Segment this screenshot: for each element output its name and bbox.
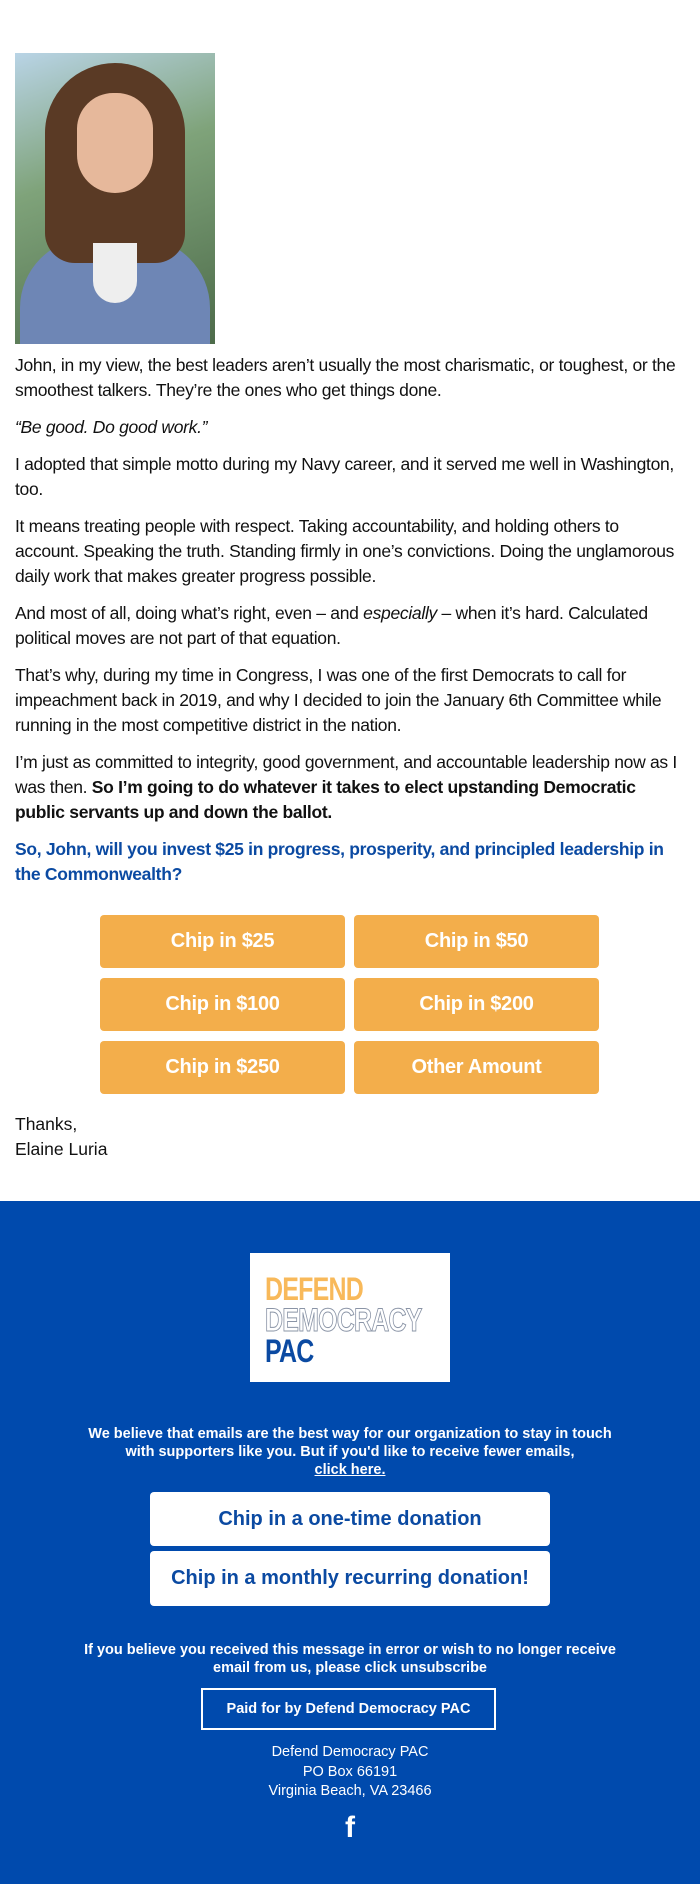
logo-line: PAC [265, 1333, 314, 1369]
address-line: Defend Democracy PAC [271, 1744, 429, 1760]
other-amount-button[interactable]: Other Amount [354, 1041, 599, 1094]
one-time-donation-button[interactable]: Chip in a one-time donation [150, 1492, 550, 1546]
text: We believe that emails are the best way for our organization to stay in touch with supporters like you. But if you'd like to receive fewer emails, [88, 1426, 612, 1460]
paragraph: I adopted that simple motto during my Navy career, and it served me well in Washington, too. [15, 454, 674, 499]
text: I’m just as committed to integrity, good government, and accountable leadership now as I was then. [15, 752, 677, 797]
chip-in-250-button[interactable]: Chip in $250 [100, 1041, 345, 1094]
chip-in-50-button[interactable]: Chip in $50 [354, 915, 599, 968]
paragraph [15, 750, 687, 825]
unsubscribe-text: If you believe you received this message in error or wish to no longer receive email from us, please click unsubscribe [84, 1642, 616, 1676]
address-line: PO Box 66191 [302, 1763, 398, 1780]
pac-logo [250, 1253, 450, 1382]
chip-in-200-button[interactable]: Chip in $200 [354, 978, 599, 1031]
fewer-emails-link[interactable]: click here. [314, 1462, 386, 1478]
facebook-icon[interactable]: f [345, 1811, 355, 1844]
footer [0, 1201, 700, 1884]
paid-for-disclaimer: Paid for by Defend Democracy PAC [201, 1688, 496, 1730]
letter-body [15, 353, 687, 899]
logo-line: DEFEND [265, 1271, 363, 1307]
email-preference-text [80, 1425, 620, 1479]
motto-quote: “Be good. Do good work.” [15, 417, 208, 437]
monthly-donation-button[interactable]: Chip in a monthly recurring donation! [150, 1551, 550, 1606]
signer-name: Elaine Luria [15, 1139, 108, 1159]
signature [15, 1112, 107, 1162]
text: – when it’s hard. Calculated political moves are not part of that equation. [15, 603, 648, 648]
paragraph [15, 601, 687, 651]
paragraph: That’s why, during my time in Congress, I was one of the first Democrats to call for impeachment back in 2019, and why I decided to join the January 6th Committee while running in the most competitive district in the nation. [15, 665, 662, 735]
mailing-address [0, 1743, 700, 1802]
donation-ask: So, John, will you invest $25 in progress, prosperity, and principled leadership in the Commonwealth? [15, 839, 664, 884]
sign-off: Thanks, [15, 1114, 78, 1134]
candidate-photo [15, 53, 215, 344]
logo-line: DEMOCRACY [265, 1302, 422, 1338]
paragraph: John, in my view, the best leaders aren’t usually the most charismatic, or toughest, or the smoothest talkers. They’re the ones who get things done. [15, 355, 676, 400]
donation-button-grid [100, 915, 600, 1094]
address-line: Virginia Beach, VA 23466 [268, 1783, 432, 1799]
paragraph: It means treating people with respect. Taking accountability, and holding others to account. Speaking the truth. Standing firmly in one’s convictions. Doing the unglamorous daily work that makes greater progress possible. [15, 516, 675, 586]
bold-text: So I’m going to do whatever it takes to elect upstanding Democratic public servants up and down the ballot. [15, 777, 636, 822]
emphasis: especially [363, 603, 437, 623]
chip-in-25-button[interactable]: Chip in $25 [100, 915, 345, 968]
chip-in-100-button[interactable]: Chip in $100 [100, 978, 345, 1031]
text: And most of all, doing what’s right, even – and [15, 603, 364, 623]
